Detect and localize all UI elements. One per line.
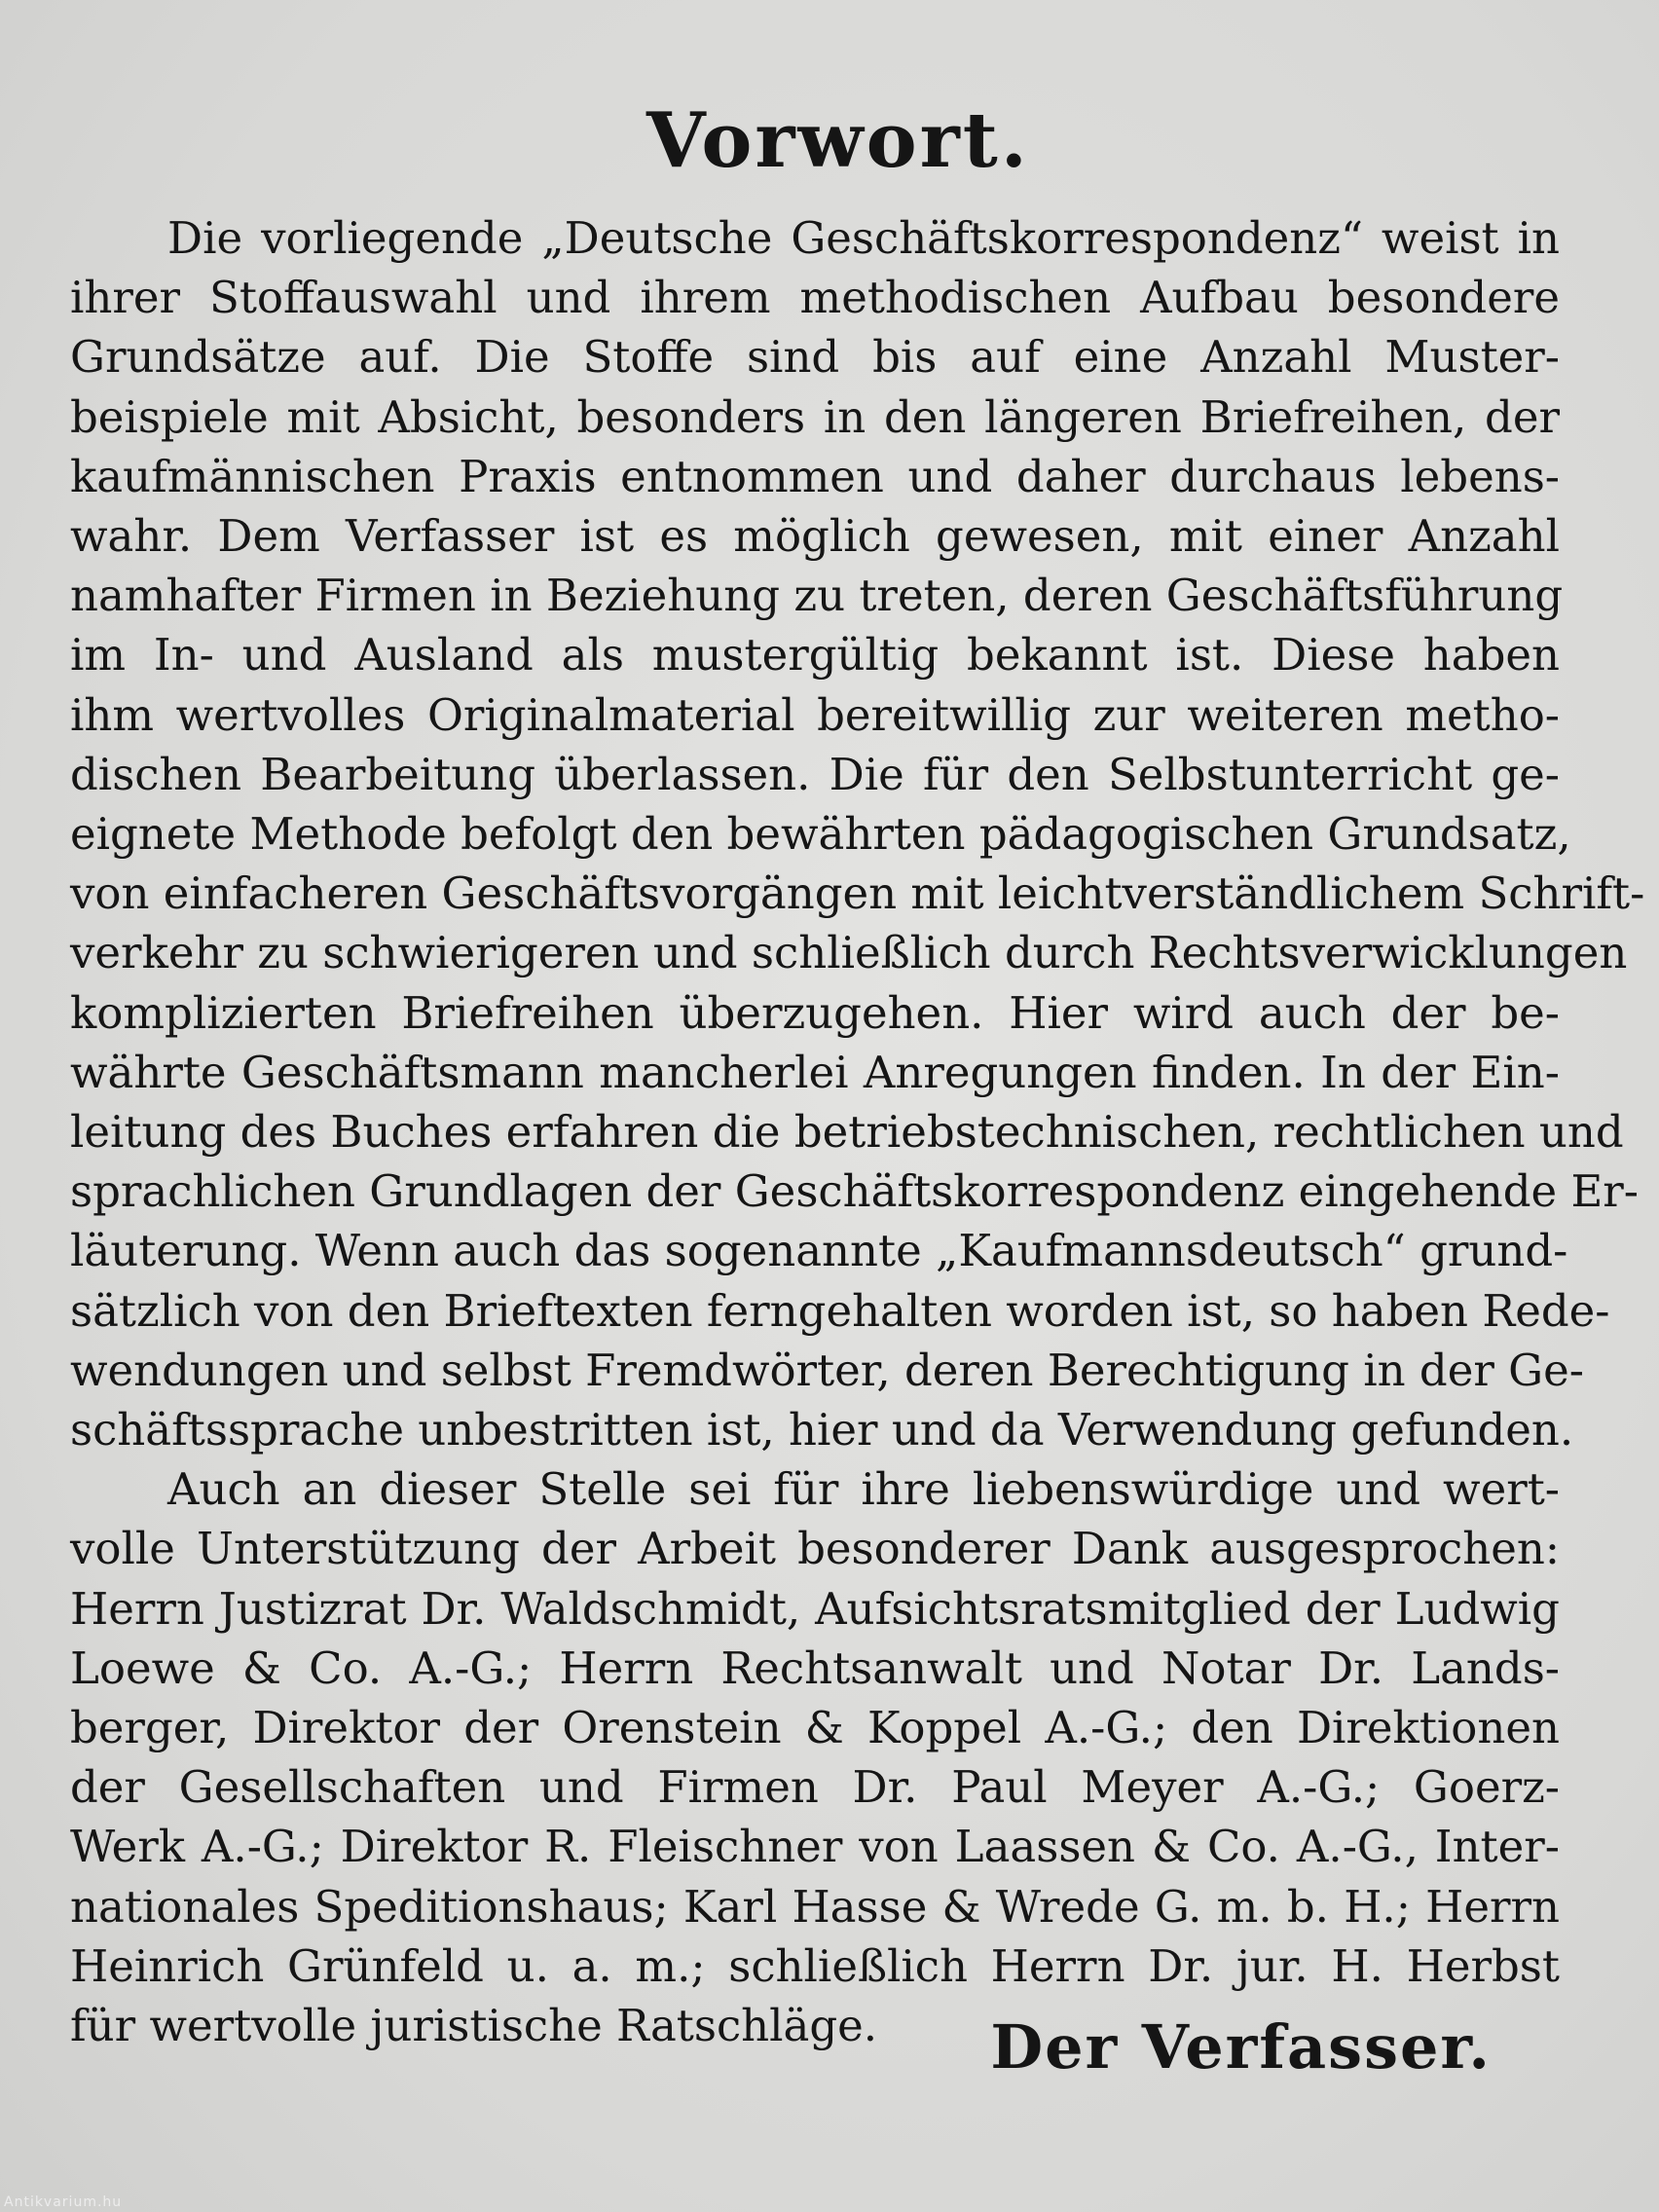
text-line: nationales Speditionshaus; Karl Hasse & Wrede G. m. b. H.; Herrn [70,1880,1560,1933]
text-line: ihrer Stoffauswahl und ihrem methodischen Aufbau besondere [70,272,1560,324]
text-line: wahr. Dem Verfasser ist es möglich gewesen, mit einer Anzahl [70,510,1560,563]
text-line: Grundsätze auf. Die Stoffe sind bis auf eine Anzahl Muster- [70,331,1560,384]
text-line: Auch an dieser Stelle sei für ihre liebenswürdige und wert- [167,1463,1560,1516]
text-line: Werk A.-G.; Direktor R. Fleischner von Laassen & Co. A.-G., Inter- [70,1821,1560,1873]
text-line: schäftssprache unbestritten ist, hier und da Verwendung gefunden. [70,1404,1574,1456]
text-line: läuterung. Wenn auch das sogenannte „Kaufmannsdeutsch“ grund- [70,1225,1568,1277]
text-line: leitung des Buches erfahren die betriebstechnischen, rechtlichen und [70,1106,1624,1159]
text-line: Heinrich Grünfeld u. a. m.; schließlich Herrn Dr. jur. H. Herbst [70,1939,1560,1992]
text-line: volle Unterstützung der Arbeit besonderer Dank ausgesprochen: [70,1523,1560,1575]
text-line: währte Geschäftsmann mancherlei Anregungen finden. In der Ein- [70,1046,1560,1098]
text-line: ihm wertvolles Originalmaterial bereitwillig zur weiteren metho- [70,688,1560,741]
text-line: komplizierten Briefreihen überzugehen. Hier wird auch der be- [70,986,1560,1039]
page-title: Vorwort. [646,96,1030,185]
text-line: von einfacheren Geschäftsvorgängen mit leichtverständlichem Schrift- [70,867,1645,920]
text-line: wendungen und selbst Fremdwörter, deren Berechtigung in der Ge- [70,1344,1584,1396]
text-line: sprachlichen Grundlagen der Geschäftskorrespondenz eingehende Er- [70,1165,1640,1218]
text-line: im In- und Ausland als mustergültig bekannt ist. Diese haben [70,629,1560,682]
text-line: berger, Direktor der Orenstein & Koppel A.-G.; den Direktionen [70,1702,1560,1754]
text-line: Loewe & Co. A.-G.; Herrn Rechtsanwalt und Notar Dr. Lands- [70,1641,1560,1694]
text-line: der Gesellschaften und Firmen Dr. Paul Meyer A.-G.; Goerz- [70,1761,1560,1814]
paragraph-intro [70,208,1645,1459]
text-line: namhafter Firmen in Beziehung zu treten, deren Geschäftsführung [70,570,1564,622]
paragraph-acknowledgements [70,1459,1560,2055]
text-line: für wertvolle juristische Ratschläge. [70,2000,878,2052]
text-line: beispiele mit Absicht, besonders in den längeren Briefreihen, der [70,390,1560,443]
signature: Der Verfasser. [990,2011,1492,2083]
text-line: Die vorliegende „Deutsche Geschäftskorrespondenz“ weist in [167,212,1560,264]
text-line: dischen Bearbeitung überlassen. Die für den Selbstunterricht ge- [70,748,1560,800]
text-line: sätzlich von den Brieftexten ferngehalten worden ist, so haben Rede- [70,1284,1610,1337]
text-line: Herrn Justizrat Dr. Waldschmidt, Aufsichtsratsmitglied der Ludwig [70,1582,1560,1635]
text-line: verkehr zu schwierigeren und schließlich durch Rechtsverwicklungen [70,927,1628,979]
text-line: eignete Methode befolgt den bewährten pädagogischen Grundsatz, [70,808,1571,861]
text-line: kaufmännischen Praxis entnommen und daher durchaus lebens- [70,450,1560,502]
page-content [70,90,1645,2055]
watermark: Antikvarium.hu [4,2194,123,2210]
